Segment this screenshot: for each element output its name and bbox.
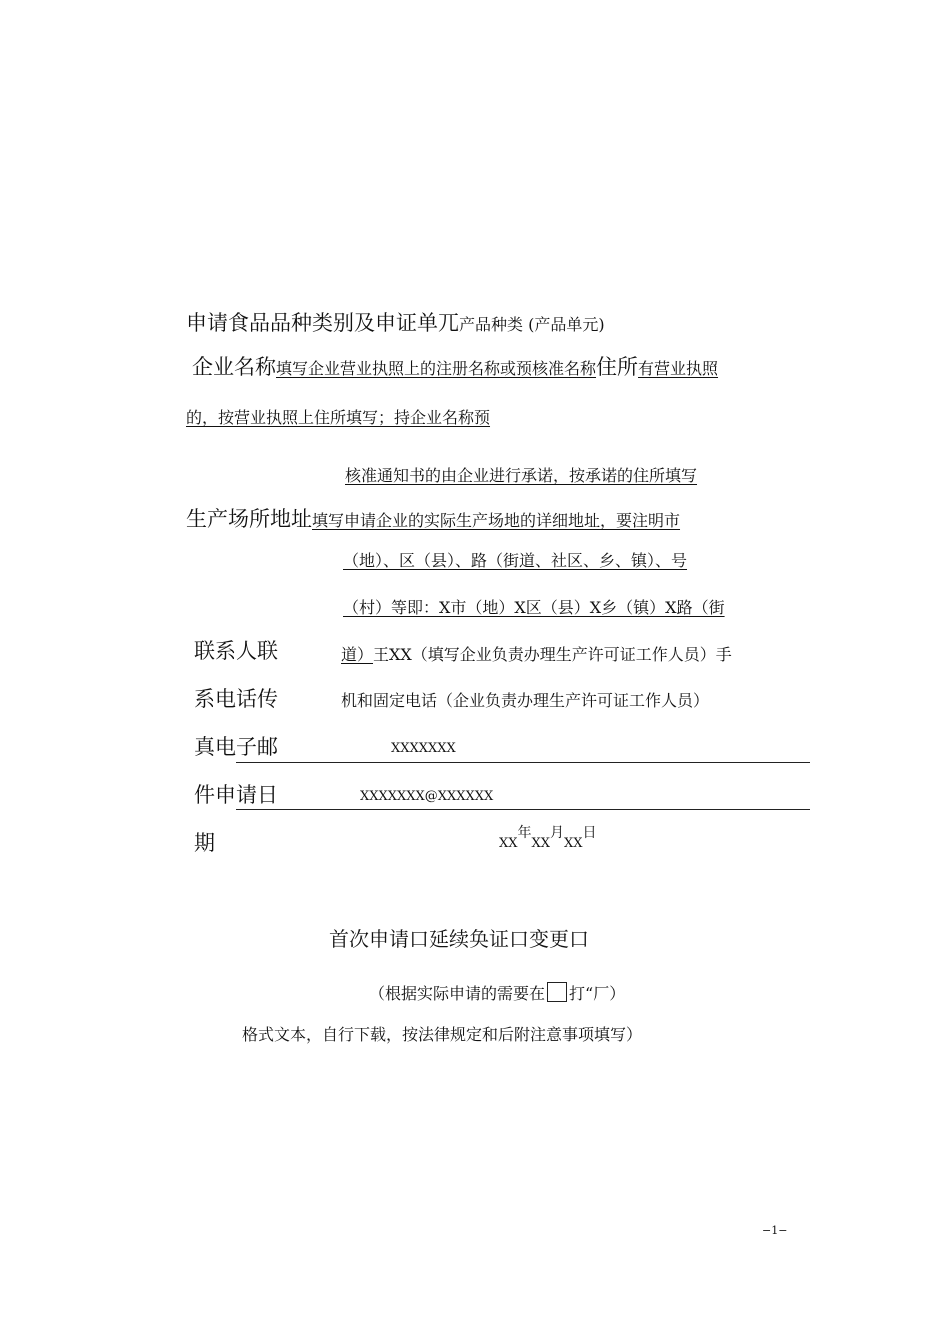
contact-label-5: 期 <box>194 831 215 855</box>
fax-underline <box>236 762 810 763</box>
company-label: 企业名称 <box>192 355 276 379</box>
application-type: 首次申请口延续奂证口变更口 <box>329 927 589 951</box>
production-value-line4-underlined: 道） <box>341 645 374 664</box>
checkbox-icon <box>547 982 567 1002</box>
date-year-unit: 年 <box>517 825 532 841</box>
production-value-line2: （地）、区（县）、路（街道、社区、乡、镇）、号 <box>343 551 688 570</box>
residence-label: 住所 <box>596 355 639 379</box>
production-value-line5: 机和固定电话（企业负责办理生产许可证工作人员） <box>341 691 710 710</box>
production-row <box>186 506 680 532</box>
date-month: XX <box>531 836 551 851</box>
contact-label-2: 系电话传 <box>194 687 278 711</box>
email-underline <box>236 809 810 810</box>
category-label: 申请食品品种类别及申证单兀 <box>186 311 459 335</box>
production-value-line4 <box>341 644 732 666</box>
company-row <box>192 354 718 380</box>
production-value-line4-rest: 王XX（填写企业负责办理生产许可证工作人员）手 <box>373 645 732 664</box>
company-value: 填写企业营业执照上的注册名称或预核准名称 <box>276 359 597 378</box>
residence-value-line1: 有营业执照 <box>638 359 719 378</box>
note-line1-a: （根据实际申请的需要在 <box>369 984 546 1003</box>
contact-label-3: 真电子邮 <box>194 735 278 759</box>
production-label: 生产场所地址 <box>186 507 312 531</box>
residence-value-line3: 核准通知书的由企业进行承诺，按承诺的住所填写 <box>345 466 698 485</box>
category-value-unit: (产品单元) <box>523 315 605 334</box>
note-line1 <box>369 982 625 1005</box>
residence-value-line2: 的，按营业执照上住所填写；持企业名称预 <box>186 408 491 427</box>
page-number: −1− <box>762 1224 788 1237</box>
category-value-type: 产品种类 <box>459 315 524 334</box>
production-value-line1: 填写申请企业的实际生产场地的详细地址，要注明市 <box>312 511 681 530</box>
email-value: XXXXXXX@XXXXXX <box>360 789 494 804</box>
date-day-unit: 日 <box>582 825 597 841</box>
fax-value: XXXXXXX <box>391 741 456 756</box>
note-line2: 格式文本，自行下载，按法律规定和后附注意事项填写） <box>242 1025 643 1044</box>
date-row <box>499 822 597 851</box>
production-value-line3: （村）等即：X市（地）X区（县）X乡（镇）X路（街 <box>343 598 725 617</box>
contact-label-4: 件申请日 <box>194 783 278 807</box>
date-year: XX <box>499 836 518 851</box>
note-line1-b: 打“厂） <box>569 984 626 1003</box>
date-month-unit: 月 <box>550 825 565 841</box>
contact-label-1: 联系人联 <box>194 639 278 663</box>
category-row <box>186 310 605 336</box>
date-day: XX <box>564 836 583 851</box>
